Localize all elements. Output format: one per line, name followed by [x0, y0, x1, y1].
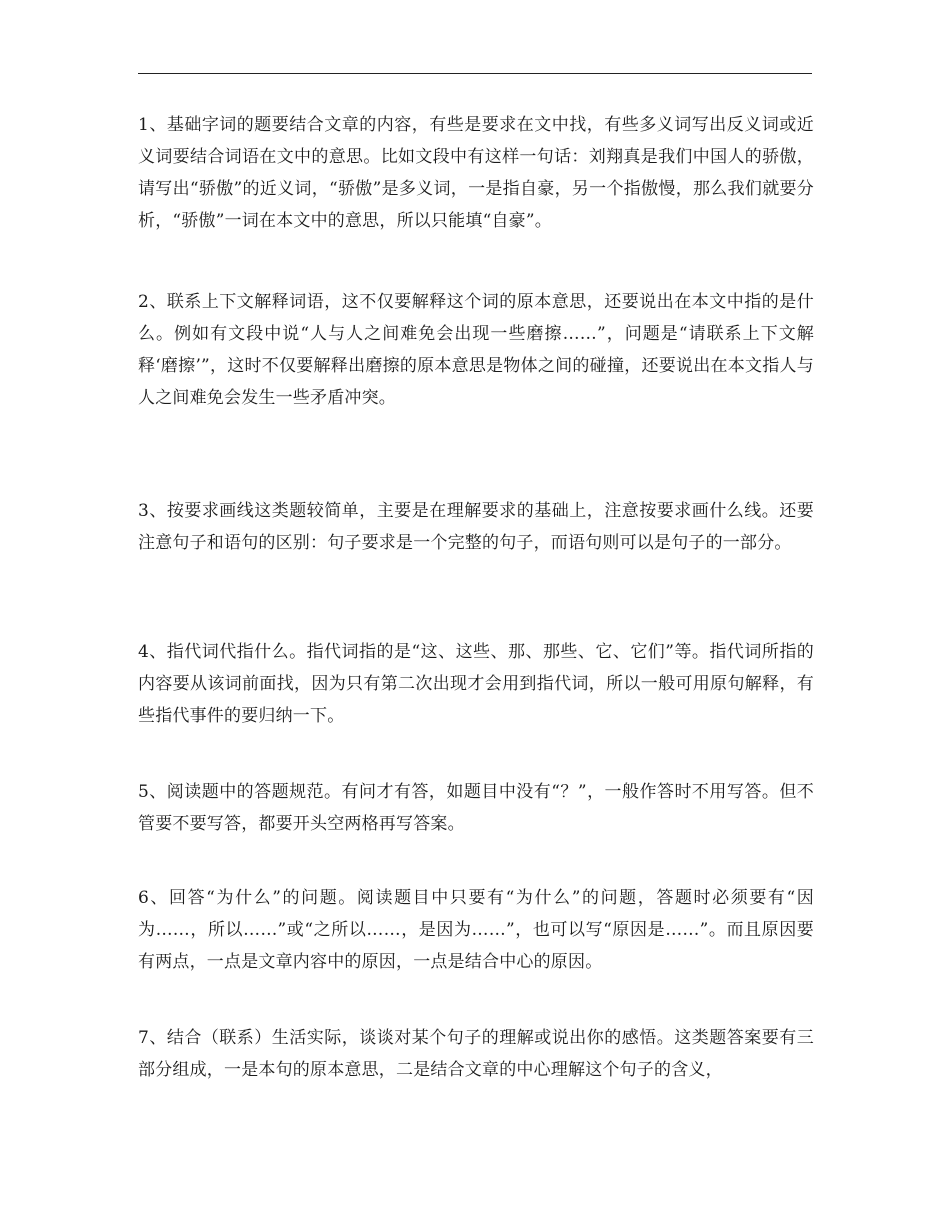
paragraph-2: 2、联系上下文解释词语，这不仅要解释这个词的原本意思，还要说出在本文中指的是什么。例如有文段中说“人与人之间难免会出现一些磨擦……”，问题是“请联系上下文解释‘磨擦’”，这时不仅要解释出磨擦的原本意思是物体之间的碰撞，还要说出在本文指人与人之间难免会发生一些矛盾冲突。	[138, 292, 814, 408]
paragraph-6: 6、回答“为什么”的问题。阅读题目中只要有“为什么”的问题，答题时必须要有“因为……，所以……”或“之所以……，是因为……”，也可以写“原因是……”。而且原因要有两点，一点是文章内容中的原因，一点是结合中心的原因。	[138, 888, 814, 972]
paragraph-7: 7、结合（联系）生活实际，谈谈对某个句子的理解或说出你的感悟。这类题答案要有三部分组成，一是本句的原本意思，二是结合文章的中心理解这个句子的含义，	[138, 1028, 814, 1080]
paragraph-4: 4、指代词代指什么。指代词指的是“这、这些、那、那些、它、它们”等。指代词所指的内容要从该词前面找，因为只有第二次出现才会用到指代词，所以一般可用原句解释，有些指代事件的要归纳一下。	[138, 642, 814, 726]
paragraph-5: 5、阅读题中的答题规范。有问才有答，如题目中没有“？”，一般作答时不用写答。但不管要不要写答，都要开头空两格再写答案。	[138, 782, 814, 834]
paragraph-3: 3、按要求画线这类题较简单，主要是在理解要求的基础上，注意按要求画什么线。还要注意句子和语句的区别：句子要求是一个完整的句子，而语句则可以是句子的一部分。	[138, 501, 814, 553]
paragraph-1: 1、基础字词的题要结合文章的内容，有些是要求在文中找，有些多义词写出反义词或近义词要结合词语在文中的意思。比如文段中有这样一句话：刘翔真是我们中国人的骄傲，请写出“骄傲”的近义词，“骄傲”是多义词，一是指自豪，另一个指傲慢，那么我们就要分析，“骄傲”一词在本文中的意思，所以只能填“自豪”。	[138, 115, 814, 231]
header-rule	[138, 73, 812, 74]
